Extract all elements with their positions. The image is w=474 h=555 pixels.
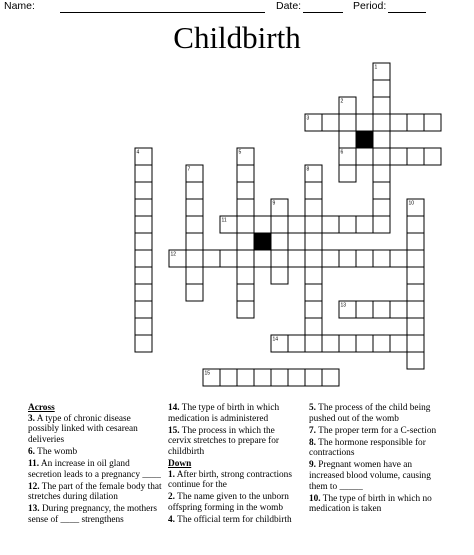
- clue-item: [28, 504, 163, 525]
- crossword-cell[interactable]: [220, 369, 237, 386]
- crossword-cell[interactable]: [373, 148, 390, 165]
- crossword-cell[interactable]: [407, 301, 424, 318]
- clue-text: The part of the female body that stretches during dilation: [28, 481, 162, 503]
- clue-number: 14.: [168, 403, 180, 413]
- clue-text: Pregnant women have an increased blood volume, causing them to _____: [309, 460, 431, 492]
- crossword-cell[interactable]: [135, 250, 152, 267]
- across-heading: Across: [28, 403, 55, 413]
- crossword-cell[interactable]: [339, 114, 356, 131]
- crossword-cell[interactable]: [373, 114, 390, 131]
- crossword-cell[interactable]: [373, 165, 390, 182]
- crossword-cell[interactable]: [407, 216, 424, 233]
- crossword-cell[interactable]: [237, 250, 254, 267]
- clue-number: 15.: [168, 425, 180, 436]
- crossword-cell[interactable]: [322, 216, 339, 233]
- clues-column-2: [168, 403, 300, 527]
- clue-number: 5.: [309, 403, 316, 413]
- clue-text: The process of the child being pushed out of the womb: [309, 403, 431, 424]
- crossword-cell[interactable]: [305, 318, 322, 335]
- period-label: Period:: [353, 0, 387, 12]
- crossword-cell[interactable]: [339, 131, 356, 148]
- clue-item: [309, 460, 439, 492]
- crossword-cell[interactable]: [305, 199, 322, 216]
- clue-number: 7.: [309, 425, 316, 436]
- crossword-cell[interactable]: [407, 233, 424, 250]
- cell-number: 14: [272, 336, 279, 343]
- clue-item: [28, 459, 163, 480]
- crossword-cell[interactable]: [356, 216, 373, 233]
- crossword-cell[interactable]: [271, 250, 288, 267]
- crossword-cell[interactable]: [135, 182, 152, 199]
- crossword-cell[interactable]: [237, 216, 254, 233]
- crossword-cell[interactable]: [186, 284, 203, 301]
- crossword-cell[interactable]: [271, 369, 288, 386]
- crossword-cell[interactable]: [237, 199, 254, 216]
- clue-number: 11.: [28, 458, 40, 469]
- crossword-cell[interactable]: [305, 335, 322, 352]
- clue-item: [168, 515, 300, 526]
- crossword-cell[interactable]: [373, 250, 390, 267]
- crossword-cell[interactable]: [373, 182, 390, 199]
- crossword-cell[interactable]: [390, 301, 407, 318]
- cell-number: 8: [306, 166, 310, 173]
- crossword-cell[interactable]: [305, 233, 322, 250]
- crossword-cell[interactable]: [288, 369, 305, 386]
- crossword-cell[interactable]: [407, 267, 424, 284]
- crossword-cell[interactable]: [407, 114, 424, 131]
- cell-number: 1: [374, 64, 378, 71]
- clue-text: During pregnancy, the mothers sense of ____ strengthens: [28, 504, 158, 525]
- clue-text: A type of chronic disease possibly linked with cesarean deliveries: [28, 413, 138, 445]
- clue-number: 1.: [168, 469, 175, 480]
- crossword-cell[interactable]: [322, 335, 339, 352]
- cell-number: 15: [204, 370, 211, 377]
- date-label: Date:: [276, 0, 302, 12]
- crossword-cell[interactable]: [305, 369, 322, 386]
- cell-number: 3: [306, 115, 310, 122]
- down-clue-list-continued: [309, 403, 439, 515]
- crossword-cell[interactable]: [254, 216, 271, 233]
- page-title: Childbirth: [173, 20, 301, 55]
- crossword-cell[interactable]: [237, 369, 254, 386]
- name-label: Name:: [4, 0, 35, 12]
- clue-item: [28, 482, 163, 503]
- crossword-cell[interactable]: [373, 131, 390, 148]
- crossword-cell[interactable]: [356, 250, 373, 267]
- crossword-cell[interactable]: [373, 97, 390, 114]
- clue-item: [28, 414, 163, 446]
- crossword-cell[interactable]: [237, 301, 254, 318]
- crossword-cell[interactable]: [407, 250, 424, 267]
- crossword-cell[interactable]: [254, 250, 271, 267]
- crossword-cell[interactable]: [135, 284, 152, 301]
- cell-number: 2: [340, 98, 344, 105]
- clue-number: 4.: [168, 514, 175, 525]
- crossword-cell[interactable]: [339, 216, 356, 233]
- crossword-cell[interactable]: [254, 369, 271, 386]
- crossword-cell[interactable]: [305, 216, 322, 233]
- crossword-cell[interactable]: [186, 250, 203, 267]
- clue-number: 2.: [168, 492, 175, 503]
- crossword-cell[interactable]: [135, 318, 152, 335]
- crossword-cell[interactable]: [373, 335, 390, 352]
- clue-text: The proper term for a C-section: [315, 425, 437, 436]
- crossword-cell[interactable]: [373, 80, 390, 97]
- crossword-cell[interactable]: [373, 216, 390, 233]
- cell-number: 7: [187, 166, 191, 173]
- clue-number: 8.: [309, 437, 316, 448]
- crossword-cell[interactable]: [339, 250, 356, 267]
- crossword-cell[interactable]: [356, 148, 373, 165]
- black-cell: [356, 131, 373, 148]
- clue-text: The type of birth in which medication is administered: [168, 403, 280, 424]
- crossword-cell[interactable]: [390, 148, 407, 165]
- clues-column-3: [309, 403, 439, 516]
- crossword-cell[interactable]: [407, 284, 424, 301]
- clue-number: 13.: [28, 504, 40, 515]
- crossword-cell[interactable]: [135, 233, 152, 250]
- crossword-cell[interactable]: [407, 352, 424, 369]
- clue-text: After birth, strong contractions continue for the: [168, 469, 292, 491]
- clue-item: [309, 426, 439, 437]
- crossword-cell[interactable]: [186, 233, 203, 250]
- crossword-cell[interactable]: [135, 165, 152, 182]
- cell-number: 11: [221, 217, 227, 224]
- crossword-cell[interactable]: [203, 250, 220, 267]
- crossword-cell[interactable]: [271, 267, 288, 284]
- clue-item: [168, 470, 300, 491]
- crossword-cell[interactable]: [288, 216, 305, 233]
- cell-number: 13: [340, 302, 347, 309]
- crossword-cell[interactable]: [135, 216, 152, 233]
- cell-number: 4: [136, 149, 140, 156]
- crossword-cell[interactable]: [135, 199, 152, 216]
- cell-number: 10: [408, 200, 415, 207]
- clue-text: An increase in oil gland secretion leads to a pregnancy ____: [28, 458, 161, 480]
- cell-number: 12: [170, 251, 177, 258]
- cell-number: 5: [238, 149, 242, 156]
- clue-item: [168, 492, 300, 513]
- clue-number: 10.: [309, 493, 321, 504]
- crossword-cell[interactable]: [356, 301, 373, 318]
- crossword-cell[interactable]: [237, 284, 254, 301]
- crossword-cell[interactable]: [373, 301, 390, 318]
- clue-item: [309, 438, 439, 459]
- crossword-cell[interactable]: [322, 250, 339, 267]
- crossword-cell[interactable]: [288, 335, 305, 352]
- crossword-cell[interactable]: [271, 216, 288, 233]
- crossword-cell[interactable]: [288, 250, 305, 267]
- down-heading: Down: [168, 458, 192, 469]
- crossword-cell[interactable]: [424, 114, 441, 131]
- clue-number: 3.: [28, 413, 35, 424]
- clue-number: 12.: [28, 481, 40, 492]
- crossword-cell[interactable]: [322, 114, 339, 131]
- cell-number: 6: [340, 149, 344, 156]
- clue-text: The type of birth in which no medication is taken: [309, 493, 432, 515]
- crossword-cell[interactable]: [407, 148, 424, 165]
- crossword-cell[interactable]: [407, 335, 424, 352]
- crossword-cell[interactable]: [237, 233, 254, 250]
- crossword-cell[interactable]: [373, 199, 390, 216]
- clue-number: 9.: [309, 460, 316, 471]
- clue-item: [168, 426, 300, 458]
- crossword-cell[interactable]: [356, 114, 373, 131]
- crossword-cell[interactable]: [305, 250, 322, 267]
- crossword-cell[interactable]: [339, 335, 356, 352]
- crossword-cell[interactable]: [237, 182, 254, 199]
- clue-text: The hormone responsible for contractions: [309, 437, 426, 459]
- crossword-cell[interactable]: [237, 267, 254, 284]
- cell-number: 9: [272, 200, 276, 207]
- crossword-cell[interactable]: [390, 335, 407, 352]
- down-clue-list: [168, 470, 300, 526]
- clue-text: The official term for childbirth: [174, 514, 292, 525]
- crossword-cell[interactable]: [305, 182, 322, 199]
- across-clue-list-continued: [168, 403, 300, 457]
- crossword-cell[interactable]: [424, 148, 441, 165]
- across-clue-list: [28, 414, 163, 526]
- clue-number: 6.: [28, 446, 35, 457]
- crossword-cell[interactable]: [135, 335, 152, 352]
- clue-item: [28, 447, 163, 458]
- crossword-cell[interactable]: [390, 114, 407, 131]
- crossword-cell[interactable]: [237, 165, 254, 182]
- crossword-cell[interactable]: [407, 318, 424, 335]
- crossword-cell[interactable]: [305, 267, 322, 284]
- crossword-cell[interactable]: [186, 199, 203, 216]
- crossword-cell[interactable]: [271, 233, 288, 250]
- clues-column-1: [28, 403, 163, 527]
- crossword-cell[interactable]: [305, 284, 322, 301]
- clue-text: The process in which the cervix stretches to prepare for childbirth: [168, 425, 279, 457]
- crossword-cell[interactable]: [135, 267, 152, 284]
- clue-item: [168, 403, 300, 424]
- crossword-cell[interactable]: [186, 182, 203, 199]
- black-cell: [254, 233, 271, 250]
- crossword-cell[interactable]: [356, 335, 373, 352]
- crossword-cell[interactable]: [390, 250, 407, 267]
- crossword-cell[interactable]: [135, 301, 152, 318]
- clue-item: [309, 494, 439, 515]
- clue-text: The womb: [34, 446, 78, 457]
- crossword-cell[interactable]: [186, 267, 203, 284]
- crossword-cell[interactable]: [305, 301, 322, 318]
- clue-item: [309, 403, 439, 424]
- crossword-cell[interactable]: [322, 369, 339, 386]
- crossword-cell[interactable]: [220, 250, 237, 267]
- crossword-cell[interactable]: [186, 216, 203, 233]
- clue-text: The name given to the unborn offspring forming in the womb: [168, 492, 289, 513]
- crossword-cell[interactable]: [339, 165, 356, 182]
